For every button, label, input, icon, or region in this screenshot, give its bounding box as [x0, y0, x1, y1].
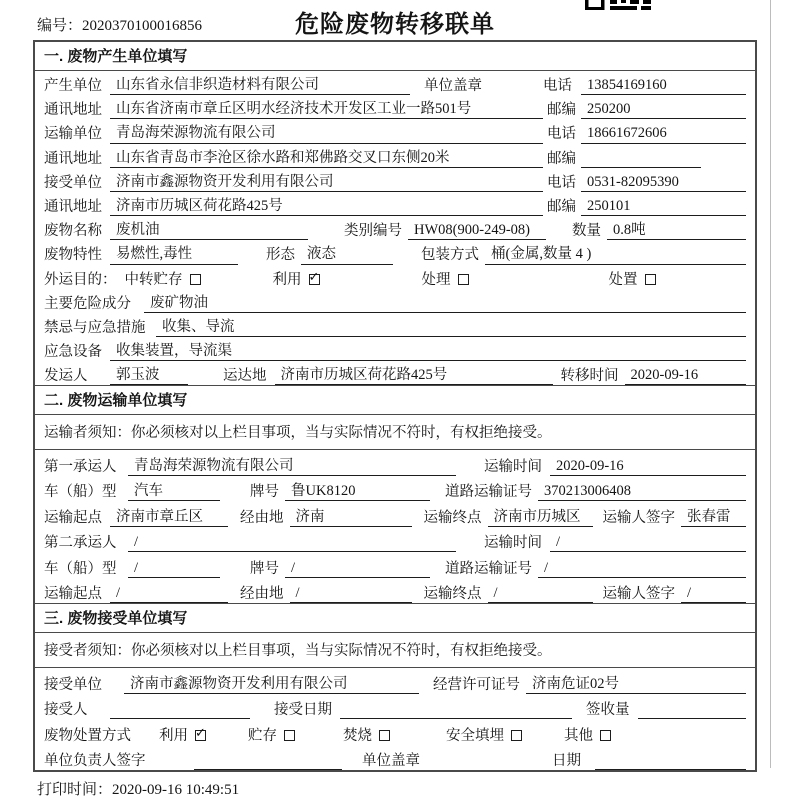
via2-value: /	[290, 584, 412, 603]
receiver-notice: 接受者须知：你必须核对以上栏目事项，当与实际情况不符时，有权拒绝接受。	[35, 633, 755, 668]
transfer-time-value: 2020-09-16	[625, 366, 747, 385]
origin1-label: 运输起点	[44, 509, 102, 526]
origin1-value: 济南市章丘区	[110, 508, 228, 527]
responsible-sign-label: 单位负责人签字	[44, 753, 146, 770]
disposal-option-label: 其他	[564, 727, 593, 744]
section-transport	[35, 385, 755, 603]
page-right-edge	[770, 0, 771, 768]
row-outbound-purpose	[35, 265, 755, 289]
emergency-equipment-label: 应急设备	[44, 344, 102, 361]
plate1-label: 牌号	[250, 484, 279, 501]
transporter-notice: 运输者须知：你必须核对以上栏目事项，当与实际情况不符时，有权拒绝接受。	[35, 415, 755, 450]
page-title: 危险废物转移联单	[295, 11, 495, 38]
row-transport-unit	[35, 119, 755, 143]
disposal-utilize-checkbox	[195, 730, 206, 741]
disposal-option-storage	[248, 724, 295, 745]
row-vehicle1	[35, 476, 755, 502]
main-hazard-label: 主要危险成分	[44, 295, 131, 312]
row-second-carrier	[35, 527, 755, 553]
row-transport-address	[35, 144, 755, 168]
disposal-option-label: 贮存	[248, 727, 277, 744]
road-license2-value: /	[538, 559, 746, 578]
emergency-equipment-value: 收集装置，导流渠	[110, 342, 746, 361]
end1-label: 运输终点	[423, 509, 482, 526]
transport-time2-value: /	[550, 533, 746, 552]
print-time	[33, 778, 757, 799]
receiving-unit-label: 接受单位	[44, 676, 102, 693]
origin2-value: /	[110, 584, 228, 603]
permit-label: 经营许可证号	[433, 676, 520, 693]
origin2-label: 运输起点	[44, 586, 102, 603]
vehicle-type2-value: /	[128, 559, 220, 578]
transport-unit-value: 青岛海荣源物流有限公司	[110, 124, 543, 143]
purpose-option-label: 中转贮存	[124, 271, 183, 288]
zip3-value: 250101	[581, 197, 746, 216]
phone2-value: 18661672606	[581, 124, 746, 143]
received-qty-value	[638, 702, 747, 719]
road-license2-label: 道路运输证号	[445, 560, 532, 577]
waste-traits-label: 废物特性	[44, 247, 102, 264]
end2-value: /	[488, 584, 593, 603]
transfer-storage-checkbox	[190, 274, 201, 285]
document-header	[33, 4, 757, 40]
taboo-measures-value: 收集、导流	[156, 318, 746, 337]
phone3-label: 电话	[547, 174, 576, 191]
recipient-label: 接受人	[44, 702, 88, 719]
purpose-label: 外运目的：	[44, 271, 117, 288]
phone3-value: 0531-82095390	[581, 173, 746, 192]
disposal-method-label: 废物处置方式	[44, 727, 131, 744]
transport-address-value: 山东省青岛市李沧区徐水路和郑佛路交叉口东侧20米	[110, 149, 543, 168]
receiver-address-value: 济南市历城区荷花路425号	[110, 197, 543, 216]
unit-stamp2-label: 单位盖章	[362, 753, 420, 770]
disposal-option-other	[564, 724, 611, 745]
row-responsible-signature	[35, 745, 755, 771]
road-license1-value: 370213006408	[538, 482, 746, 501]
via1-value: 济南	[290, 508, 412, 527]
print-time-label: 打印时间：	[37, 782, 113, 799]
recipient-value	[110, 702, 250, 719]
section-receiver	[35, 603, 755, 770]
category-code-label: 类别编号	[344, 223, 402, 240]
treat-checkbox	[458, 274, 469, 285]
row-emergency-equipment	[35, 337, 755, 361]
disposal-option-utilize	[159, 724, 206, 745]
end2-label: 运输终点	[423, 586, 482, 603]
sign1-label: 运输人签字	[602, 509, 675, 526]
receiver-unit-value: 济南市鑫源物资开发利用有限公司	[110, 173, 543, 192]
receive-date-label: 接受日期	[274, 702, 332, 719]
receiving-unit-value: 济南市鑫源物资开发利用有限公司	[124, 675, 419, 694]
section3-header: 三. 废物接受单位填写	[35, 603, 755, 633]
purpose-option-transfer-storage	[125, 268, 201, 289]
waste-name-label: 废物名称	[44, 223, 102, 240]
purpose-option-dispose	[609, 268, 656, 289]
row-route2	[35, 578, 755, 604]
date-label: 日期	[552, 753, 581, 770]
section-producer	[35, 42, 755, 385]
print-time-value: 2020-09-16 10:49:51	[112, 782, 240, 799]
document-page	[33, 4, 757, 799]
receiver-address-label: 通讯地址	[44, 199, 102, 215]
plate1-value: 鲁UK8120	[285, 482, 430, 501]
vehicle-type1-value: 汽车	[128, 482, 220, 501]
row-receiving-unit	[35, 668, 755, 694]
row-main-hazard	[35, 289, 755, 313]
via2-label: 经由地	[240, 586, 284, 603]
plate2-label: 牌号	[250, 560, 279, 577]
dispose-checkbox	[645, 274, 656, 285]
sign2-label: 运输人签字	[602, 586, 675, 603]
transport-time2-label: 运输时间	[484, 535, 542, 552]
section1-header: 一. 废物产生单位填写	[35, 42, 755, 71]
transfer-time-label: 转移时间	[560, 368, 619, 385]
disposal-incinerate-checkbox	[379, 730, 390, 741]
producer-address-value: 山东省济南市章丘区明水经济技术开发区工业一路501号	[110, 100, 543, 119]
zip1-label: 邮编	[547, 102, 576, 119]
row-waste-traits	[35, 240, 755, 264]
form-state-label: 形态	[266, 247, 295, 264]
destination-value: 济南市历城区荷花路425号	[275, 366, 553, 385]
producer-address-label: 通讯地址	[44, 102, 102, 119]
row-first-carrier	[35, 450, 755, 476]
row-taboo-measures	[35, 313, 755, 337]
disposal-option-incinerate	[343, 724, 390, 745]
row-disposal-method	[35, 719, 755, 745]
row-shipper	[35, 361, 755, 385]
disposal-option-label: 焚烧	[343, 727, 372, 744]
road-license1-label: 道路运输证号	[445, 484, 532, 501]
utilize-checkbox	[309, 274, 320, 285]
shipper-value: 郭玉波	[110, 366, 188, 385]
packaging-value: 桶(金属,数量 4 )	[485, 245, 746, 264]
vehicle-type1-label: 车（船）型	[44, 484, 117, 501]
purpose-option-label: 处置	[608, 271, 638, 288]
quantity-value: 0.8吨	[607, 221, 746, 240]
second-carrier-value: /	[128, 533, 456, 552]
transfer-form-table	[33, 40, 757, 772]
disposal-other-checkbox	[600, 730, 611, 741]
row-route1	[35, 501, 755, 527]
phone1-value: 13854169160	[581, 76, 746, 95]
second-carrier-label: 第二承运人	[44, 535, 117, 552]
permit-value: 济南危证02号	[526, 675, 746, 694]
sign2-value: /	[681, 584, 746, 603]
zip3-label: 邮编	[547, 199, 576, 215]
plate2-value: /	[285, 559, 430, 578]
unit-stamp-label: 单位盖章	[424, 78, 482, 95]
waste-name-value: 废机油	[110, 221, 308, 240]
packaging-label: 包装方式	[421, 247, 479, 264]
row-receiver-unit	[35, 168, 755, 192]
first-carrier-label: 第一承运人	[44, 458, 117, 475]
producer-unit-value: 山东省永信非织造材料有限公司	[110, 76, 410, 95]
shipper-label: 发运人	[44, 368, 88, 385]
sign1-value: 张春雷	[681, 508, 746, 527]
form-state-value: 液态	[301, 245, 393, 264]
disposal-option-label: 利用	[159, 727, 188, 744]
purpose-option-treat	[422, 268, 469, 289]
phone1-label: 电话	[543, 78, 572, 95]
producer-unit-label: 产生单位	[44, 78, 102, 95]
qr-code-fragment	[585, 0, 651, 11]
disposal-landfill-checkbox	[511, 730, 522, 741]
row-waste-name	[35, 216, 755, 240]
purpose-option-utilize	[273, 268, 320, 289]
purpose-option-label: 利用	[272, 271, 302, 288]
first-carrier-value: 青岛海荣源物流有限公司	[128, 457, 456, 476]
receive-date-value	[340, 702, 572, 719]
waste-traits-value: 易燃性,毒性	[110, 245, 238, 264]
disposal-storage-checkbox	[284, 730, 295, 741]
taboo-measures-label: 禁忌与应急措施	[44, 319, 146, 336]
transport-time1-label: 运输时间	[484, 458, 542, 475]
serial-value: 2020370100016856	[82, 18, 203, 34]
disposal-option-label: 安全填埋	[446, 727, 504, 744]
row-vehicle2	[35, 552, 755, 578]
vehicle-type2-label: 车（船）型	[44, 560, 117, 577]
main-hazard-value: 废矿物油	[144, 294, 746, 313]
zip2-value	[581, 151, 701, 168]
destination-label: 运达地	[223, 368, 267, 385]
zip1-value: 250200	[581, 100, 746, 119]
row-producer-address	[35, 95, 755, 119]
category-code-value: HW08(900-249-08)	[408, 221, 546, 240]
phone2-label: 电话	[547, 126, 576, 143]
zip2-label: 邮编	[547, 150, 576, 167]
receiver-unit-label: 接受单位	[44, 174, 102, 191]
quantity-label: 数量	[572, 223, 601, 240]
row-receiver-address	[35, 192, 755, 216]
via1-label: 经由地	[240, 509, 284, 526]
transport-address-label: 通讯地址	[44, 150, 102, 167]
row-producer-unit	[35, 71, 755, 95]
transport-time1-value: 2020-09-16	[550, 457, 746, 476]
received-qty-label: 签收量	[586, 702, 630, 719]
transport-unit-label: 运输单位	[44, 126, 102, 143]
end1-value: 济南市历城区	[488, 508, 593, 527]
purpose-option-label: 处理	[421, 271, 451, 288]
serial-label: 编号：	[37, 18, 83, 34]
disposal-option-landfill	[446, 724, 522, 745]
section2-header: 二. 废物运输单位填写	[35, 385, 755, 415]
row-recipient	[35, 694, 755, 720]
